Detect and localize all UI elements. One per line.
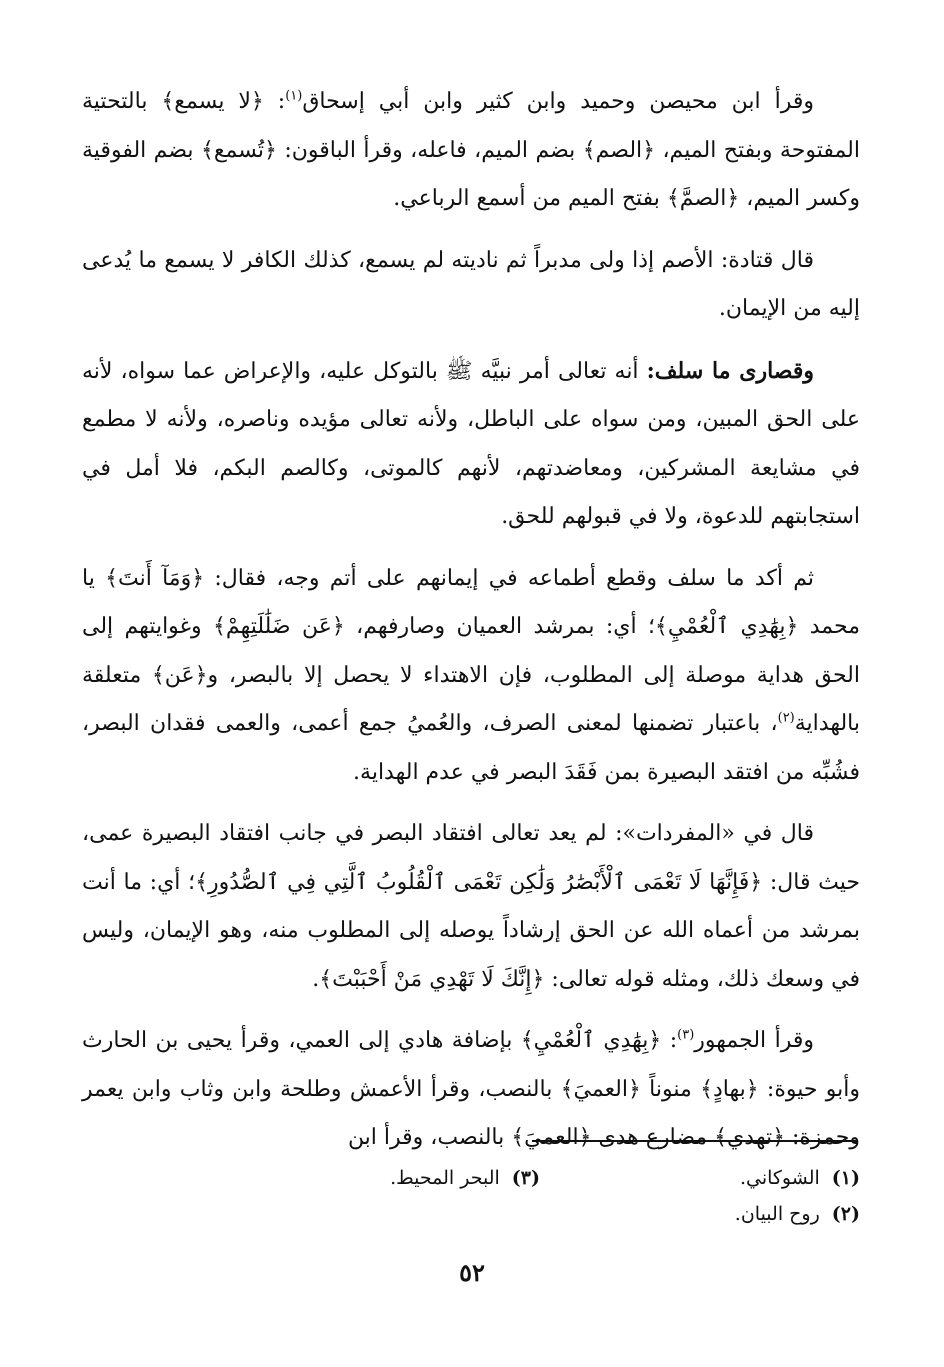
footnote-row	[82, 1160, 860, 1196]
footnote-text: البحر المحيط.	[390, 1167, 500, 1189]
paragraph-6-text-b: : ﴿بِهَٰدِي ٱلْعُمْيِ﴾ بإضافة هادي إلى العمي، وقرأ يحيى بن الحارث وأبو حيوة: ﴿بهادٍ﴾ منوناً ﴿العميَ﴾ بالنصب، وقرأ الأعمش وطلحة وابن وثاب وابن يعمر وحمزة: ﴿تهدي﴾ مضارع هدى ﴿العميَ﴾ بالنصب، وقرأ ابن	[82, 1028, 860, 1150]
paragraph-5-text: قال في «المفردات»: لم يعد تعالى افتقاد البصر في جانب افتقاد البصيرة عمى، حيث قال: ﴿فَإِنَّهَا لَا تَعْمَى ٱلْأَبْصَٰرُ وَلَٰكِن تَعْمَى ٱلْقُلُوبُ ٱلَّتِي فِي ٱلصُّدُورِ﴾؛ أي: ما أنت بمرشد من أعماه الله عن الحق إرشاداً يوصله إلى المطلوب منه، وهو الإيمان، وليس في وسعك ذلك، ومثله قوله تعالى: ﴿إِنَّكَ لَا تَهْدِي مَنْ أَحْبَبْتَ﴾.	[82, 821, 860, 992]
footnote-ref-2: (٢)	[777, 710, 795, 726]
paragraph-3-text: أنه تعالى أمر نبيَّه ﷺ بالتوكل عليه، والإعراض عما سواه، لأنه على الحق المبين، ومن سواه على الباطل، ولأنه تعالى مؤيده وناصره، ولأنه لا مطمع في مشايعة المشركين، ومعاضدتهم، لأنهم كالموتى، وكالصم البكم، فلا أمل في استجابتهم للدعوة، ولا في قبولهم للحق.	[82, 358, 861, 529]
footnote-ref-1: (١)	[285, 88, 303, 104]
footnote-text: الشوكاني.	[739, 1167, 820, 1189]
paragraph-4	[82, 555, 860, 798]
footnote-row	[82, 1196, 860, 1232]
paragraph-1	[82, 78, 860, 224]
footnote-number: (٣)	[511, 1167, 540, 1189]
footnote-1	[540, 1160, 860, 1196]
paragraph-4-text-a: ثم أكد ما سلف وقطع أطماعه في إيمانهم على أتم وجه، فقال: ﴿وَمَآ أَنتَ﴾ يا محمد ﴿بِهَٰدِي ٱلْعُمْيِ﴾؛ أي: بمرشد العميان وصارفهم، ﴿عَن ضَلَٰلَتِهِمْ﴾ وغوايتهم إلى الحق هداية موصلة إلى المطلوب، فإن الاهتداء لا يحصل إلا بالبصر، و﴿عَن﴾ متعلقة بالهداية	[82, 565, 860, 736]
page-number: ٥٢	[459, 1258, 485, 1287]
footnotes	[82, 1160, 860, 1232]
footnote-number: (٢)	[831, 1203, 860, 1225]
paragraph-3	[82, 347, 860, 542]
paragraph-4-text-b: ، باعتبار تضمنها لمعنى الصرف، والعُميُ جمع أعمى، والعمى فقدان البصر، فشُبِّه من افتقد البصيرة بمن فَقَدَ البصر في عدم الهداية.	[82, 711, 860, 785]
footnote-2	[540, 1196, 860, 1232]
footnote-text: روح البيان.	[734, 1203, 820, 1225]
footnote-divider	[532, 1140, 858, 1142]
main-text	[82, 78, 860, 1176]
paragraph-5	[82, 810, 860, 1004]
paragraph-2-text: قال قتادة: الأصم إذا ولى مدبراً ثم ناديته لم يسمع، كذلك الكافر لا يسمع ما يُدعى إليه من الإيمان.	[82, 247, 860, 321]
paragraph-1-text-b: : ﴿لا يسمع﴾ بالتحتية المفتوحة وبفتح الميم، ﴿الصم﴾ بضم الميم، فاعله، وقرأ الباقون: ﴿تُسمع﴾ بضم الفوقية وكسر الميم، ﴿الصمَّ﴾ بفتح الميم من أسمع الرباعي.	[82, 89, 860, 211]
footnote-3	[220, 1160, 540, 1196]
paragraph-3-lead: وقصارى ما سلف:	[646, 357, 814, 384]
paragraph-6-text-a: وقرأ الجمهور	[694, 1028, 814, 1053]
paragraph-2	[82, 237, 860, 334]
paragraph-1-text-a: وقرأ ابن محيصن وحميد وابن كثير وابن أبي إسحاق	[302, 89, 814, 114]
footnote-number: (١)	[831, 1167, 860, 1189]
footnote-ref-3: (٣)	[677, 1027, 695, 1043]
